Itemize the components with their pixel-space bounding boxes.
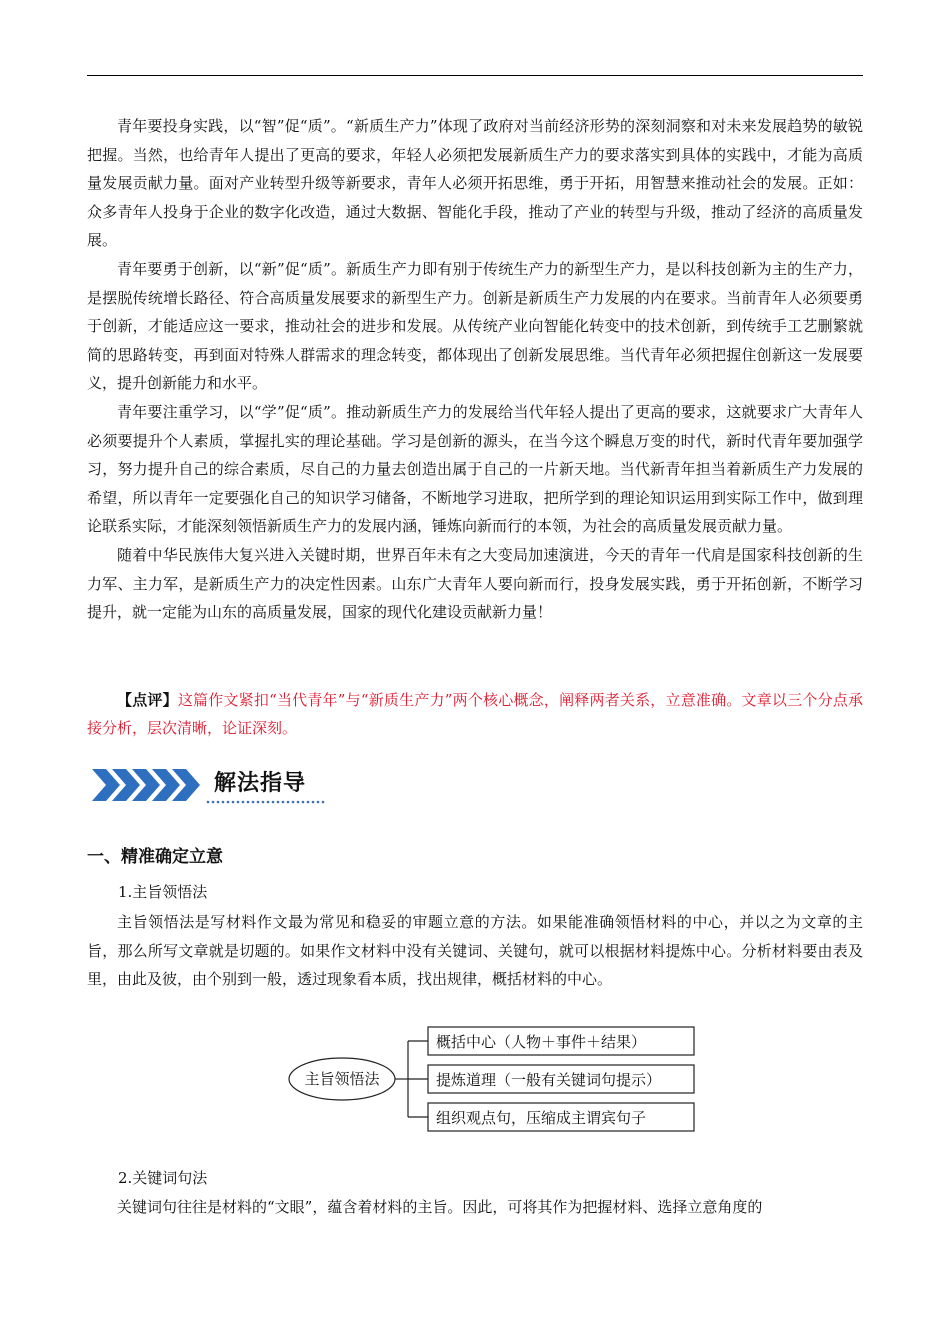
essay-paragraph-1: 青年要投身实践，以“智”促“质”。“新质生产力”体现了政府对当前经济形势的深刻洞察和对未来发展趋势的敏锐把握。当然，也给青年人提出了更高的要求，年轻人必须把发展新质生产力的要求落实到具体的实践中，才能为高质量发展贡献力量。面对产业转型升级等新要求，青年人必须开拓思维，勇于开拓，用智慧来推动社会的发展。正如：众多青年人投身于企业的数字化改造，通过大数据、智能化手段，推动了产业的转型与升级，推动了经济的高质量发展。 bbox=[87, 117, 863, 250]
essay-paragraph-2: 青年要勇于创新，以“新”促“质”。新质生产力即有别于传统生产力的新型生产力，是以科技创新为主的生产力，是摆脱传统增长路径、符合高质量发展要求的新型生产力。创新是新质生产力发展的内在要求。当前青年人必须要勇于创新，才能适应这一要求，推动社会的进步和发展。从传统产业向智能化转变中的技术创新，到传统手工艺删繁就简的思路转变，再到面对特殊人群需求的理念转变，都体现出了创新发展思维。当代青年必须把握住创新这一发展要义，提升创新能力和水平。 bbox=[87, 259, 863, 393]
method2-text: 关键词句往往是材料的“文眼”，蕴含着材料的主旨。因此，可将其作为把握材料、选择立意角度的 bbox=[117, 1198, 763, 1216]
header-rule bbox=[87, 75, 863, 76]
method1-text: 主旨领悟法是写材料作文最为常见和稳妥的审题立意的方法。如果能准确领悟材料的中心，并以之为文章的主旨，那么所写文章就是切题的。如果作文材料中没有关键词、关键句，就可以根据材料提炼中心。分析材料要由表及里，由此及彼，由个别到一般，透过现象看本质，找出规律，概括材料的中心。 bbox=[87, 913, 863, 989]
essay-paragraph-3: 青年要注重学习，以“学”促“质”。推动新质生产力的发展给当代年轻人提出了更高的要求，这就要求广大青年人必须要提升个人素质，掌握扎实的理论基础。学习是创新的源头，在当今这个瞬息万变的时代，新时代青年要加强学习，努力提升自己的综合素质，尽自己的力量去创造出属于自己的一片新天地。当代新青年担当着新质生产力发展的希望，所以青年一定要强化自己的知识学习储备，不断地学习进取，把所学到的理论知识运用到实际工作中，做到理论联系实际，才能深刻领悟新质生产力的发展内涵，锤炼向新而行的本领，为社会的高质量发展贡献力量。 bbox=[87, 402, 863, 536]
essay-body bbox=[87, 112, 863, 627]
chevron-arrows-icon bbox=[92, 769, 200, 801]
comment-tag: 【点评】 bbox=[117, 691, 178, 709]
section-banner-title: 解法指导 bbox=[214, 771, 307, 796]
essay-paragraph-4: 随着中华民族伟大复兴进入关键时期，世界百年未有之大变局加速演进，今天的青年一代肩是国家科技创新的生力军、主力军，是新质生产力的决定性因素。山东广大青年人要向新而行，投身发展实践，勇于开拓创新，不断学习提升，就一定能为山东的高质量发展，国家的现代化建设贡献新力量！ bbox=[87, 545, 863, 622]
dotted-underline bbox=[207, 801, 325, 804]
method2-body bbox=[87, 1193, 863, 1222]
comment-text: 这篇作文紧扣“当代青年”与“新质生产力”两个核心概念，阐释两者关系，立意准确。文章以三个分点承接分析，层次清晰，论证深刻。 bbox=[87, 691, 863, 737]
diagram-root-label: 主旨领悟法 bbox=[304, 1070, 380, 1088]
method1-title: 1.主旨领悟法 bbox=[118, 883, 208, 901]
method-diagram bbox=[288, 1022, 698, 1134]
section-heading: 一、精准确定立意 bbox=[87, 847, 223, 867]
method2-title: 2.关键词句法 bbox=[118, 1169, 208, 1187]
diagram-branch-2: 提炼道理（一般有关键词句提示） bbox=[436, 1071, 662, 1089]
diagram-branch-1: 概括中心（人物＋事件＋结果） bbox=[436, 1033, 647, 1051]
comment-block bbox=[87, 686, 863, 742]
diagram-branch-3: 组织观点句，压缩成主谓宾句子 bbox=[436, 1109, 647, 1127]
diagram-connectors bbox=[395, 1041, 428, 1117]
method1-body bbox=[87, 908, 863, 994]
